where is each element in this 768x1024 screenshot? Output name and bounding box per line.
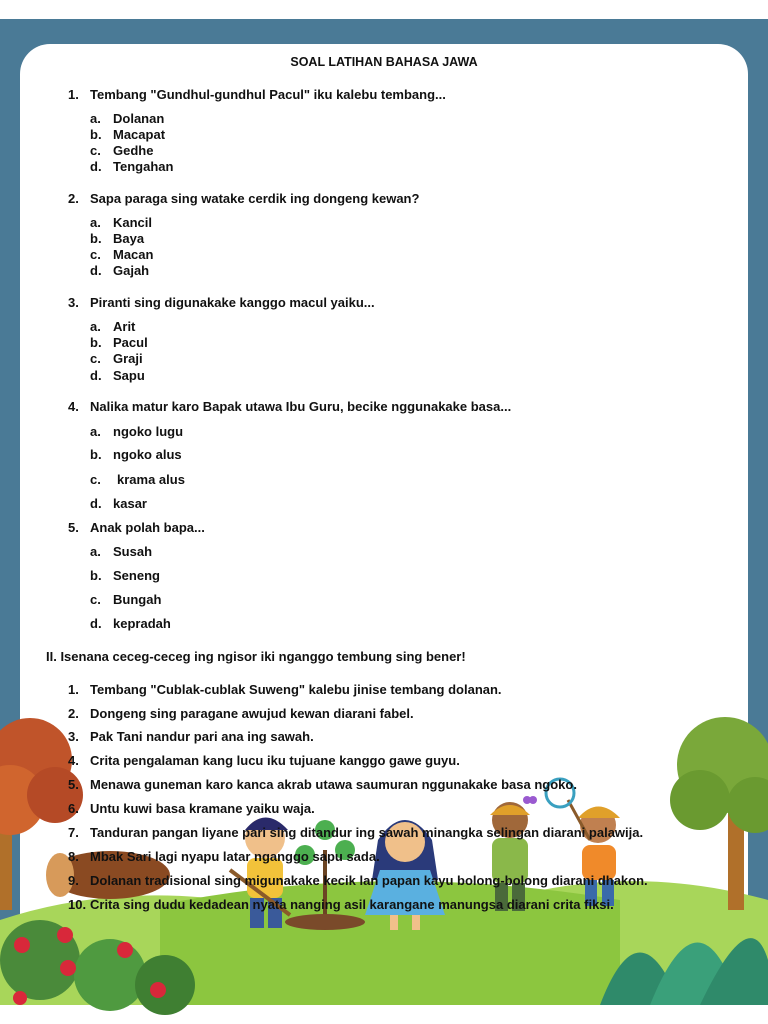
option-letter: b. bbox=[90, 335, 102, 350]
page-title: SOAL LATIHAN BAHASA JAWA bbox=[290, 55, 478, 69]
option-text: ngoko alus bbox=[113, 447, 182, 462]
item-text: Pak Tani nandur pari ana ing sawah. bbox=[90, 729, 314, 744]
question-text: Anak polah bapa... bbox=[90, 520, 205, 535]
option-letter: a. bbox=[90, 424, 101, 439]
option-letter: c. bbox=[90, 143, 101, 158]
option-letter: a. bbox=[90, 544, 101, 559]
option-letter: a. bbox=[90, 215, 101, 230]
option-text: Graji bbox=[113, 351, 143, 366]
option-text: Pacul bbox=[113, 335, 148, 350]
question-number: 1. bbox=[68, 87, 79, 102]
option-text: Sapu bbox=[113, 368, 145, 383]
item-text: Tanduran pangan liyane pari sing ditandur ing sawah minangka selingan diarani palawija. bbox=[90, 825, 644, 840]
question-number: 3. bbox=[68, 295, 79, 310]
option-text: Baya bbox=[113, 231, 145, 246]
question-number: 2. bbox=[68, 191, 79, 206]
option-letter: d. bbox=[90, 368, 102, 383]
question-number: 4. bbox=[68, 399, 79, 414]
item-text: Dongeng sing paragane awujud kewan diarani fabel. bbox=[90, 706, 414, 721]
question-text: Tembang "Gundhul-gundhul Pacul" iku kalebu tembang... bbox=[90, 87, 446, 102]
option-letter: d. bbox=[90, 496, 102, 511]
option-text: Bungah bbox=[113, 592, 162, 607]
option-text: Susah bbox=[113, 544, 153, 559]
option-text: kepradah bbox=[113, 616, 171, 631]
option-text: Arit bbox=[113, 319, 136, 334]
option-text: Kancil bbox=[113, 215, 153, 230]
item-number: 5. bbox=[68, 777, 79, 792]
item-text: Untu kuwi basa kramane yaiku waja. bbox=[90, 801, 315, 816]
item-text: Crita sing dudu kedadean nyata nanging asil karangane manungsa diarani crita fiksi. bbox=[90, 897, 614, 912]
option-letter: a. bbox=[90, 319, 101, 334]
option-text: ngoko lugu bbox=[113, 424, 184, 439]
item-number: 3. bbox=[68, 729, 79, 744]
option-letter: c. bbox=[90, 472, 101, 487]
item-number: 9. bbox=[68, 873, 79, 888]
item-number: 2. bbox=[68, 706, 79, 721]
item-number: 8. bbox=[68, 849, 79, 864]
option-text: Macan bbox=[113, 247, 154, 262]
option-text: Gedhe bbox=[113, 143, 154, 158]
item-text: Tembang "Cublak-cublak Suweng" kalebu jinise tembang dolanan. bbox=[90, 682, 502, 697]
item-number: 10. bbox=[68, 897, 87, 912]
item-text: Mbak Sari lagi nyapu latar nganggo sapu sada. bbox=[90, 849, 380, 864]
option-text: Macapat bbox=[113, 127, 166, 142]
item-text: Crita pengalaman kang lucu iku tujuane kanggo gawe guyu. bbox=[90, 753, 460, 768]
option-letter: a. bbox=[90, 111, 101, 126]
question-number: 5. bbox=[68, 520, 79, 535]
option-letter: d. bbox=[90, 616, 102, 631]
item-text: Dolanan tradisional sing migunakake kecik lan papan kayu bolong-bolong diarani dhakon. bbox=[90, 873, 648, 888]
option-text: kasar bbox=[113, 496, 147, 511]
item-number: 7. bbox=[68, 825, 79, 840]
option-text: Gajah bbox=[113, 263, 150, 278]
option-text: Tengahan bbox=[113, 159, 174, 174]
item-number: 4. bbox=[68, 753, 79, 768]
option-letter: b. bbox=[90, 447, 102, 462]
item-text: Menawa guneman karo kanca akrab utawa saumuran nggunakake basa ngoko. bbox=[90, 777, 577, 792]
option-letter: c. bbox=[90, 351, 101, 366]
question-text: Nalika matur karo Bapak utawa Ibu Guru, becike nggunakake basa... bbox=[90, 399, 512, 414]
option-text: Dolanan bbox=[113, 111, 165, 126]
option-letter: c. bbox=[90, 592, 101, 607]
option-letter: d. bbox=[90, 159, 102, 174]
section-heading: II. Isenana ceceg-ceceg ing ngisor iki nganggo tembung sing bener! bbox=[46, 649, 466, 664]
question-text: Sapa paraga sing watake cerdik ing dongeng kewan? bbox=[90, 191, 420, 206]
option-letter: b. bbox=[90, 231, 102, 246]
item-number: 1. bbox=[68, 682, 79, 697]
option-letter: c. bbox=[90, 247, 101, 262]
option-letter: b. bbox=[90, 568, 102, 583]
item-number: 6. bbox=[68, 801, 79, 816]
option-text: krama alus bbox=[117, 472, 185, 487]
option-text: Seneng bbox=[113, 568, 160, 583]
option-letter: d. bbox=[90, 263, 102, 278]
option-letter: b. bbox=[90, 127, 102, 142]
question-text: Piranti sing digunakake kanggo macul yaiku... bbox=[90, 295, 375, 310]
